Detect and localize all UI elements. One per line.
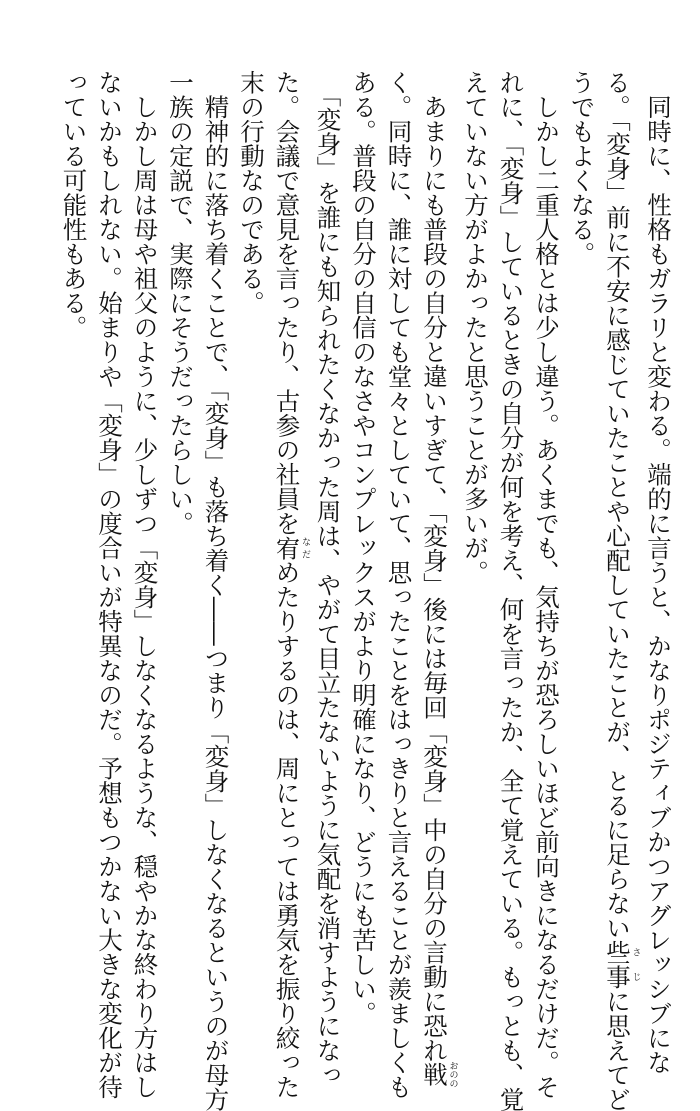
text-line-1: 同時に、性格もガラリと変わる。端的に言うと、かなりポジティブかつアグレッシブにな: [644, 70, 673, 1075]
ruby-saji: [603, 939, 641, 989]
ruby-saji-reading: さじ: [630, 939, 641, 989]
text-line-13: 精神的に落ち着くことで、「変身」も落ち着く――つまり「変身」しなくなるというのが母方: [201, 70, 231, 1111]
text-line-11-tail: たりするのは、周にとっては勇気を振り絞った: [272, 584, 302, 1099]
text-line-6: えていない方がよかったと思うことが多いが。: [461, 70, 490, 585]
text-line-7-body: あまりにも普段の自分と違いすぎて、「変身」後には毎回「変身」中の自分の言動に恐れ: [420, 70, 449, 1063]
vertical-text-body: [56, 70, 676, 1111]
text-line-11-head: た。会議で意見を言ったり、古参の社員を: [272, 70, 302, 536]
ruby-ononoku-base: 戦: [420, 1061, 449, 1088]
text-line-16: ないかもしれない。始まりや「変身」の度合いが特異なのだ。予想もつかない大きな変化が待: [95, 70, 124, 1099]
text-line-2-tail: とるに足らない: [603, 768, 632, 940]
text-line-2-end: に思えてど: [603, 988, 632, 1111]
text-line-10: 「変身」を誰にも知られたくなかった周は、やがて目立たないように気配を消すようになっ: [313, 70, 343, 1087]
text-line-14: 一族の定説で、実際にそうだったらしい。: [166, 70, 195, 536]
text-line-3: うでもよくなる。: [567, 70, 597, 266]
text-line-5: れに、「変身」しているときの自分が何を考え、何を言ったか、全て覚えている。もっとも、覚: [496, 70, 526, 1111]
ruby-nadame-reading: なだ: [300, 535, 310, 560]
text-line-7: [417, 70, 458, 1088]
text-line-17: っている可能性もある。: [59, 70, 89, 340]
text-line-9: ある。普段の自分の自信のなさやコンプレックスがより明確になり、どうにも苦しい。: [349, 70, 378, 1026]
text-line-8: く。同時に、誰に対しても堂々としていて、思ったことをはっきりと言えることが羨ましくも: [384, 70, 414, 1099]
text-line-12: 末の行動なのである。: [237, 70, 266, 315]
ruby-ononoku-reading: おのの: [447, 1061, 458, 1088]
text-line-11: [269, 70, 310, 1099]
ruby-saji-base: 些事: [603, 939, 632, 989]
ruby-ononoku: [420, 1061, 458, 1088]
text-line-4: しかし二重人格とは少し違う。あくまでも、気持ちが恐ろしいほど前向きになるだけだ。そ: [532, 70, 561, 1099]
text-line-2-head: る。「変身」前に不安に感じていたことや心配していたことが、: [603, 70, 632, 769]
ruby-nadame: [272, 535, 310, 561]
text-line-15: しかし周は母や祖父のように、少しずつ「変身」しなくなるような、穏やかな終わり方はし: [130, 70, 160, 1099]
ruby-nadame-base: 宥: [272, 535, 302, 560]
text-line-11-okurigana: め: [272, 560, 302, 585]
text-line-2: [600, 70, 641, 1111]
